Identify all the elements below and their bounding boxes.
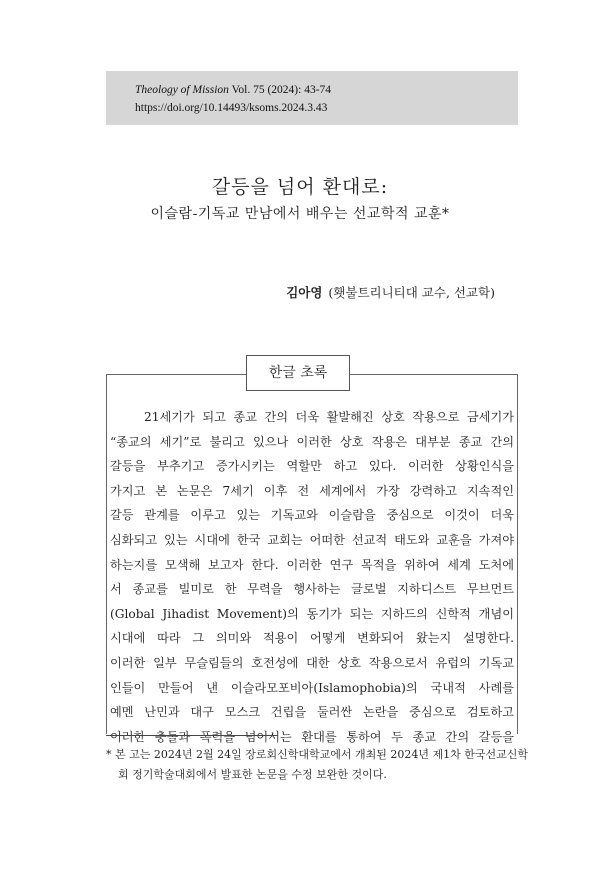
footnote-divider [106,735,278,736]
footnote-line: 회 정기학술대회에서 발표한 논문을 수정 보완한 것이다. [118,768,387,781]
abstract-line: 이러한 충돌과 폭력을 넘어서는 환대를 통하여 두 종교 간의 갈등을 [110,729,514,744]
abstract-body [106,405,518,749]
author-affiliation: (횃불트리니티대 교수, 선교학) [328,285,495,300]
journal-name: Theology of Mission [135,84,229,96]
abstract-line: 시대에 따라 그 의미와 적용이 어떻게 변화되어 왔는지 설명한다. [110,631,514,646]
abstract-line: (Global Jihadist Movement)의 동기가 되는 지하드의 신학적 개념이 [110,606,514,621]
abstract-line: 갈등 관계를 이루고 있는 기독교와 이슬람을 중심으로 이것이 더욱 [110,508,514,523]
footnote [106,745,528,785]
citation-header [106,71,518,125]
doi-link[interactable]: https://doi.org/10.14493/ksoms.2024.3.43 [135,102,328,114]
abstract-line: 21세기가 되고 종교 간의 더욱 활발해진 상호 작용으로 금세기가 [144,410,514,424]
abstract-line: 이러한 일부 무슬림들의 호전성에 대한 상호 작용으로서 유럽의 기독교 [110,655,514,670]
abstract-line: 인들이 만들어 낸 이슬라모포비아(Islamophobia)의 국내적 사례를 [110,680,514,695]
abstract-line: 서 종교를 빌미로 한 무력을 행사하는 글로벌 지하디스트 무브먼트 [110,582,514,597]
volume-pages: Vol. 75 (2024): 43-74 [228,84,332,96]
author-line [286,283,495,301]
abstract-line: 예멘 난민과 대구 모스크 건립을 둘러싼 논란을 중심으로 검토하고 [110,705,514,720]
abstract-line: 하는지를 모색해 보고자 한다. 이러한 연구 목적을 위하여 세계 도처에 [110,557,514,572]
author-name: 김아영 [286,285,323,300]
abstract-line: 갈등을 부추기고 증가시키는 역할만 하고 있다. 이러한 상황인식을 [110,459,514,474]
abstract-line: 가지고 본 논문은 7세기 이후 전 세계에서 가장 강력하고 지속적인 [110,483,514,498]
citation-line [135,81,518,99]
abstract-line: 심화되고 있는 시대에 한국 교회는 어떠한 선교적 태도와 교훈을 가져야 [110,532,514,547]
abstract-heading: 한글 초록 [246,355,350,391]
abstract-line: “종교의 세기”로 불리고 있으나 이러한 상호 작용은 대부분 종교 간의 [110,434,514,449]
paper-title: 갈등을 넘어 환대로: [211,176,389,198]
footnote-line: * 본 고는 2024년 2월 24일 장로회신학대학교에서 개최된 2024년 제1차 한국선교신학 [106,748,528,761]
paper-subtitle: 이슬람-기독교 만남에서 배우는 선교학적 교훈* [150,206,450,222]
